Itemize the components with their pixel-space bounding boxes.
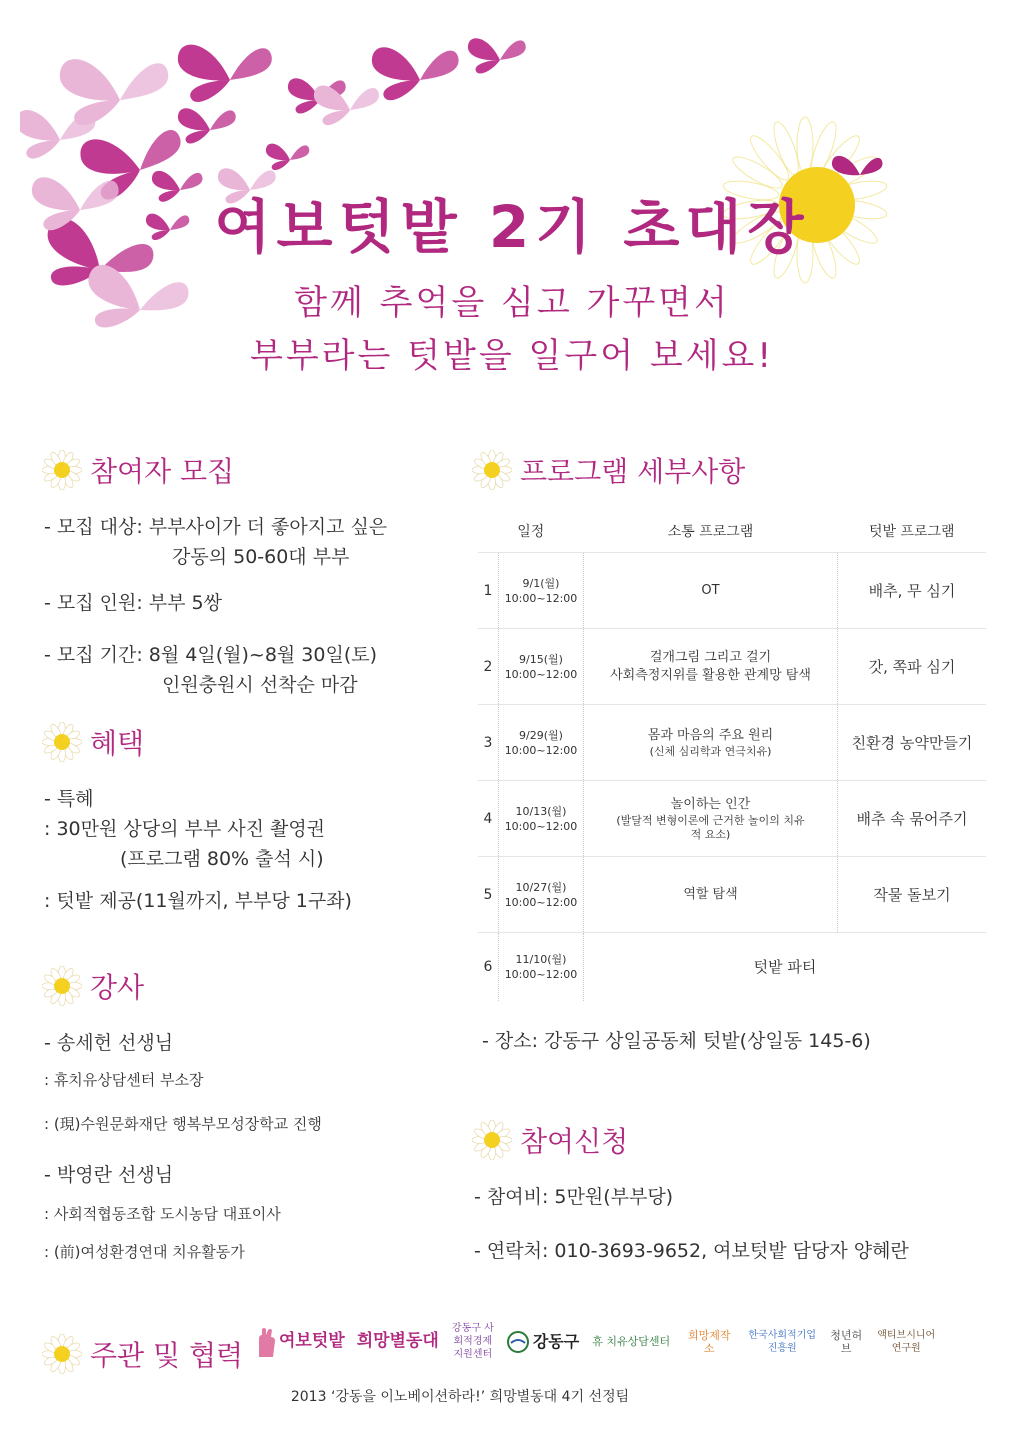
row-date: [499, 629, 584, 705]
date-text: 10/27(월): [515, 880, 567, 894]
row-garden: 배추, 무 심기: [838, 553, 987, 629]
comm-subtext: (신체 심리학과 연극치유): [649, 744, 772, 758]
row-number: 2: [478, 629, 499, 705]
table-row: [478, 781, 986, 857]
daisy-icon: [42, 450, 82, 490]
row-date: [499, 857, 584, 933]
comm-subtext: (발달적 변형이론에 근거한 놀이의 치유적 요소): [616, 813, 805, 841]
date-text: 9/15(월): [519, 652, 563, 666]
table-row: [478, 933, 986, 1001]
row-communication: [584, 705, 838, 781]
table-header-row: [478, 510, 986, 553]
section-program-heading: [472, 450, 745, 490]
time-text: 10:00~12:00: [504, 967, 578, 981]
benefit-line-2: : 30만원 상당의 부부 사진 촬영권: [44, 818, 326, 840]
comm-text: 걸개그림 그리고 걸기: [649, 649, 772, 665]
header-communication: 소통 프로그램: [584, 510, 838, 553]
apply-contact: - 연락처: 010-3693-9652, 여보텃밭 담당자 양혜란: [474, 1240, 909, 1262]
time-text: 10:00~12:00: [504, 591, 578, 605]
instructor-1-detail-2: : (現)수원문화재단 행복부모성장학교 진행: [44, 1115, 322, 1133]
footer-caption: 2013 ‘강동을 이노베이션하라!’ 희망별동대 4기 선정팀: [290, 1389, 630, 1405]
row-number: 6: [478, 933, 499, 1001]
row-number: 1: [478, 553, 499, 629]
row-date: [499, 553, 584, 629]
recruit-period: - 모집 기간: 8월 4일(월)~8월 30일(토): [44, 644, 378, 666]
recruit-target: - 모집 대상: 부부사이가 더 좋아지고 싶은: [44, 516, 388, 538]
logo-gangdong-center: 강동구 사회적경제지원센터: [451, 1323, 494, 1360]
time-text: 10:00~12:00: [504, 895, 578, 909]
instructor-2-detail-2: : (前)여성환경연대 치유활동가: [44, 1243, 245, 1261]
instructor-1-name: - 송세헌 선생님: [44, 1032, 174, 1054]
row-garden: 갓, 쪽파 심기: [838, 629, 987, 705]
section-benefits-heading: [42, 722, 144, 762]
time-text: 10:00~12:00: [504, 743, 578, 757]
logo-social-enterprise: 한국사회적기업진흥원: [748, 1329, 817, 1354]
table-row: [478, 629, 986, 705]
comm-subtext: 사회측정지위를 활용한 관계망 탐색: [610, 667, 811, 683]
recruit-target-cont: 강동의 50-60대 부부: [172, 546, 350, 568]
date-text: 9/1(월): [522, 576, 560, 590]
logo-yeobo: [255, 1327, 345, 1357]
subtitle-line-1: 함께 추억을 심고 가꾸면서: [294, 283, 730, 323]
logo-text: 여보텃밭: [279, 1331, 345, 1351]
logo-gangdong-gu: [507, 1331, 579, 1353]
logo-active-senior: 액티브시니어연구원: [877, 1329, 936, 1354]
benefit-line-3: (프로그램 80% 출석 시): [120, 848, 324, 870]
date-text: 10/13(월): [515, 804, 567, 818]
section-instructors-title: 강사: [90, 971, 145, 1004]
row-garden: 친환경 농약만들기: [838, 705, 987, 781]
time-text: 10:00~12:00: [504, 819, 578, 833]
logo-youth-hub: 청년허브: [830, 1328, 863, 1355]
comm-text: 몸과 마음의 주요 원리: [647, 727, 774, 743]
program-table: [478, 510, 986, 1001]
row-garden: 작물 돌보기: [838, 857, 987, 933]
row-date: [499, 933, 584, 1001]
section-apply-title: 참여신청: [520, 1125, 629, 1158]
recruit-count: - 모집 인원: 부부 5쌍: [44, 592, 222, 614]
section-instructors-heading: [42, 966, 144, 1006]
row-party: 텃밭 파티: [753, 958, 817, 977]
daisy-icon: [42, 722, 82, 762]
apply-fee: - 참여비: 5만원(부부당): [474, 1186, 674, 1208]
table-row: [478, 857, 986, 933]
time-text: 10:00~12:00: [504, 667, 578, 681]
section-benefits-title: 혜택: [90, 727, 145, 760]
section-partners-heading: [42, 1334, 243, 1374]
daisy-icon: [472, 450, 512, 490]
row-communication: [584, 781, 838, 857]
recruit-period-cont: 인원충원시 선착순 마감: [162, 674, 358, 696]
row-date: [499, 705, 584, 781]
header-garden: 텃밭 프로그램: [838, 510, 987, 553]
section-partners-title: 주관 및 협력: [90, 1339, 244, 1372]
section-program-title: 프로그램 세부사항: [520, 455, 746, 488]
daisy-icon: [42, 966, 82, 1006]
hand-icon: [255, 1327, 277, 1357]
instructor-2-detail-1: : 사회적협동조합 도시농담 대표이사: [44, 1205, 281, 1223]
row-communication: [584, 553, 838, 629]
row-number: 5: [478, 857, 499, 933]
logo-hyu-center: 휴 치유상담센터: [592, 1335, 671, 1348]
row-number: 3: [478, 705, 499, 781]
logo-hope-team: 희망별동대: [356, 1331, 439, 1351]
section-apply-heading: [472, 1120, 628, 1160]
benefit-line-4: : 텃밭 제공(11월까지, 부부당 1구좌): [44, 890, 352, 912]
section-recruit-title: 참여자 모집: [90, 455, 235, 488]
section-recruit-heading: [42, 450, 234, 490]
comm-text: 놀이하는 인간: [670, 796, 751, 812]
table-row: [478, 705, 986, 781]
date-text: 9/29(월): [519, 728, 563, 742]
row-communication: [584, 629, 838, 705]
date-text: 11/10(월): [515, 952, 567, 966]
row-number: 4: [478, 781, 499, 857]
row-garden: 배추 속 묶어주기: [838, 781, 987, 857]
instructor-2-name: - 박영란 선생님: [44, 1164, 174, 1186]
subtitle-line-2: 부부라는 텃밭을 일구어 보세요!: [249, 336, 775, 376]
logo-hope-institute: 희망제작소: [687, 1328, 731, 1355]
logo-text: 강동구: [532, 1332, 580, 1351]
row-communication: [584, 857, 838, 933]
benefit-line-1: - 특혜: [44, 788, 94, 810]
table-row: [478, 553, 986, 629]
program-place: - 장소: 강동구 상일공동체 텃밭(상일동 145-6): [482, 1030, 871, 1052]
page-title: 여보텃밭 2기 초대장: [214, 193, 810, 261]
instructor-1-detail-1: : 휴치유상담센터 부소장: [44, 1071, 204, 1089]
comm-text: 역할 탐색: [683, 886, 738, 902]
header-schedule: 일정: [478, 510, 584, 553]
comm-text: OT: [701, 582, 720, 598]
daisy-icon: [472, 1120, 512, 1160]
daisy-icon: [42, 1334, 82, 1374]
row-date: [499, 781, 584, 857]
gangdong-emblem-icon: [507, 1331, 529, 1353]
partner-logos: [255, 1322, 937, 1361]
